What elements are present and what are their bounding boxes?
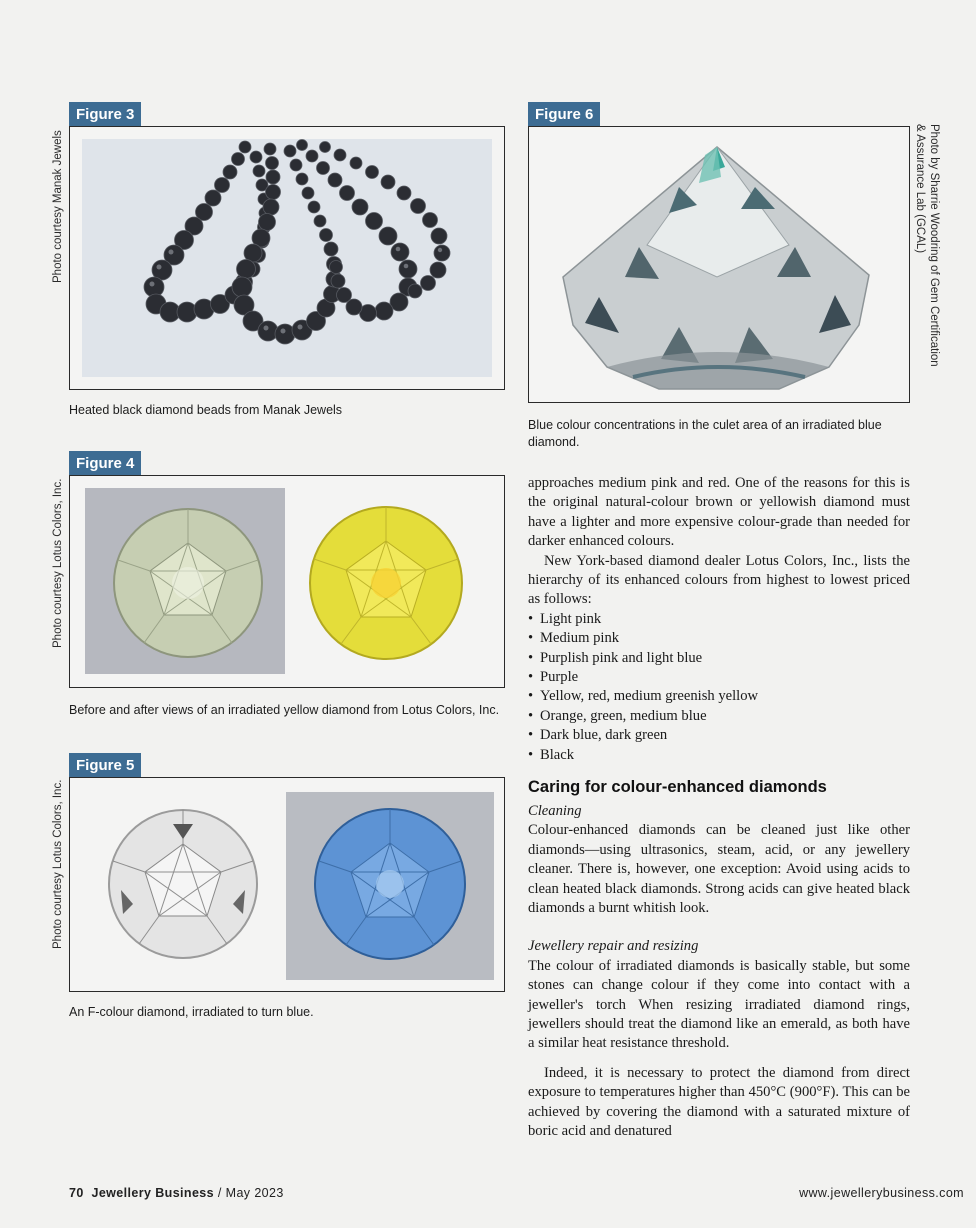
figure-5-label: Figure 5 bbox=[69, 753, 141, 779]
article-body-top bbox=[528, 474, 910, 765]
figure-4-label: Figure 4 bbox=[69, 451, 141, 477]
figure-6-credit: Photo by Sharrie Woodring of Gem Certification & Assurance Lab (GCAL) bbox=[914, 124, 940, 367]
figure-3-credit: Photo courtesy Manak Jewels bbox=[52, 130, 64, 283]
figure-3-image bbox=[69, 126, 505, 390]
figure-5-image bbox=[69, 777, 505, 992]
list-item: • Orange, green, medium blue bbox=[528, 707, 910, 726]
colour-hierarchy-list bbox=[528, 610, 910, 765]
publication-name: Jewellery Business bbox=[91, 1186, 215, 1200]
subhead-repair: Jewellery repair and resizing bbox=[528, 938, 699, 955]
yellow-diamond-before-after-photo bbox=[70, 476, 504, 687]
figure-6-image bbox=[528, 126, 910, 403]
article-body-bottom bbox=[528, 802, 910, 1142]
list-item: • Light pink bbox=[528, 610, 910, 629]
list-item: • Black bbox=[528, 746, 910, 765]
list-item: • Medium pink bbox=[528, 629, 910, 648]
repair-paragraph: The colour of irradiated diamonds is basically stable, but some stones can change colour if they come into contact with a jeweller's torch When resizing irradiated diamond rings, jewellers should treat the diamond like an emerald, as both have a similar heat resistance threshold. bbox=[528, 957, 910, 1052]
figure-6-label: Figure 6 bbox=[528, 102, 600, 128]
figure-5-credit: Photo courtesy Lotus Colors, Inc. bbox=[52, 779, 64, 949]
figure-4-image bbox=[69, 475, 505, 688]
figure-4-caption: Before and after views of an irradiated yellow diamond from Lotus Colors, Inc. bbox=[69, 703, 500, 717]
blue-irradiated-diamond-photo bbox=[70, 778, 504, 991]
figure-4-credit: Photo courtesy Lotus Colors, Inc. bbox=[52, 478, 64, 648]
article-paragraph-1: approaches medium pink and red. One of the reasons for this is the original natural-colour brown or yellowish diamond must have a lighter and more expensive colour-grade than needed for darker enhanced colours. bbox=[528, 475, 910, 550]
culet-blue-diamond-photo bbox=[529, 127, 909, 402]
figure-3-label: Figure 3 bbox=[69, 102, 141, 128]
subhead-cleaning: Cleaning bbox=[528, 803, 582, 819]
page-number: 70 bbox=[69, 1186, 84, 1200]
list-item: • Purple bbox=[528, 668, 910, 687]
figure-6-caption: Blue colour concentrations in the culet area of an irradiated blue diamond. bbox=[528, 418, 882, 449]
figure-5-caption: An F-colour diamond, irradiated to turn blue. bbox=[69, 1005, 314, 1019]
list-item: • Dark blue, dark green bbox=[528, 726, 910, 745]
issue-date: / May 2023 bbox=[217, 1186, 284, 1200]
final-paragraph: Indeed, it is necessary to protect the diamond from direct exposure to temperatures higher than 450°C (900°F). This can be achieved by covering the diamond with a saturated mixture of boric acid and denatured bbox=[528, 1064, 910, 1140]
list-item: • Purplish pink and light blue bbox=[528, 649, 910, 668]
page-footer-left bbox=[69, 1186, 284, 1200]
section-heading: Caring for colour-enhanced diamonds bbox=[528, 778, 827, 796]
figure-3-caption: Heated black diamond beads from Manak Jewels bbox=[69, 403, 343, 417]
website-link[interactable]: www.jewellerybusiness.com bbox=[799, 1186, 964, 1200]
black-diamond-beads-photo bbox=[70, 127, 504, 389]
list-item: • Yellow, red, medium greenish yellow bbox=[528, 687, 910, 706]
cleaning-paragraph: Colour-enhanced diamonds can be cleaned just like other diamonds—using ultrasonics, steam, acid, or any jewellery cleaner. There is, however, one exception: Avoid using acids to clean heated black diamonds. Strong acids can give heated black diamonds a burnt whitish look. bbox=[528, 822, 910, 917]
article-paragraph-2: New York-based diamond dealer Lotus Colors, Inc., lists the hierarchy of its enhanced colours from highest to lowest priced as follows: bbox=[528, 552, 910, 608]
